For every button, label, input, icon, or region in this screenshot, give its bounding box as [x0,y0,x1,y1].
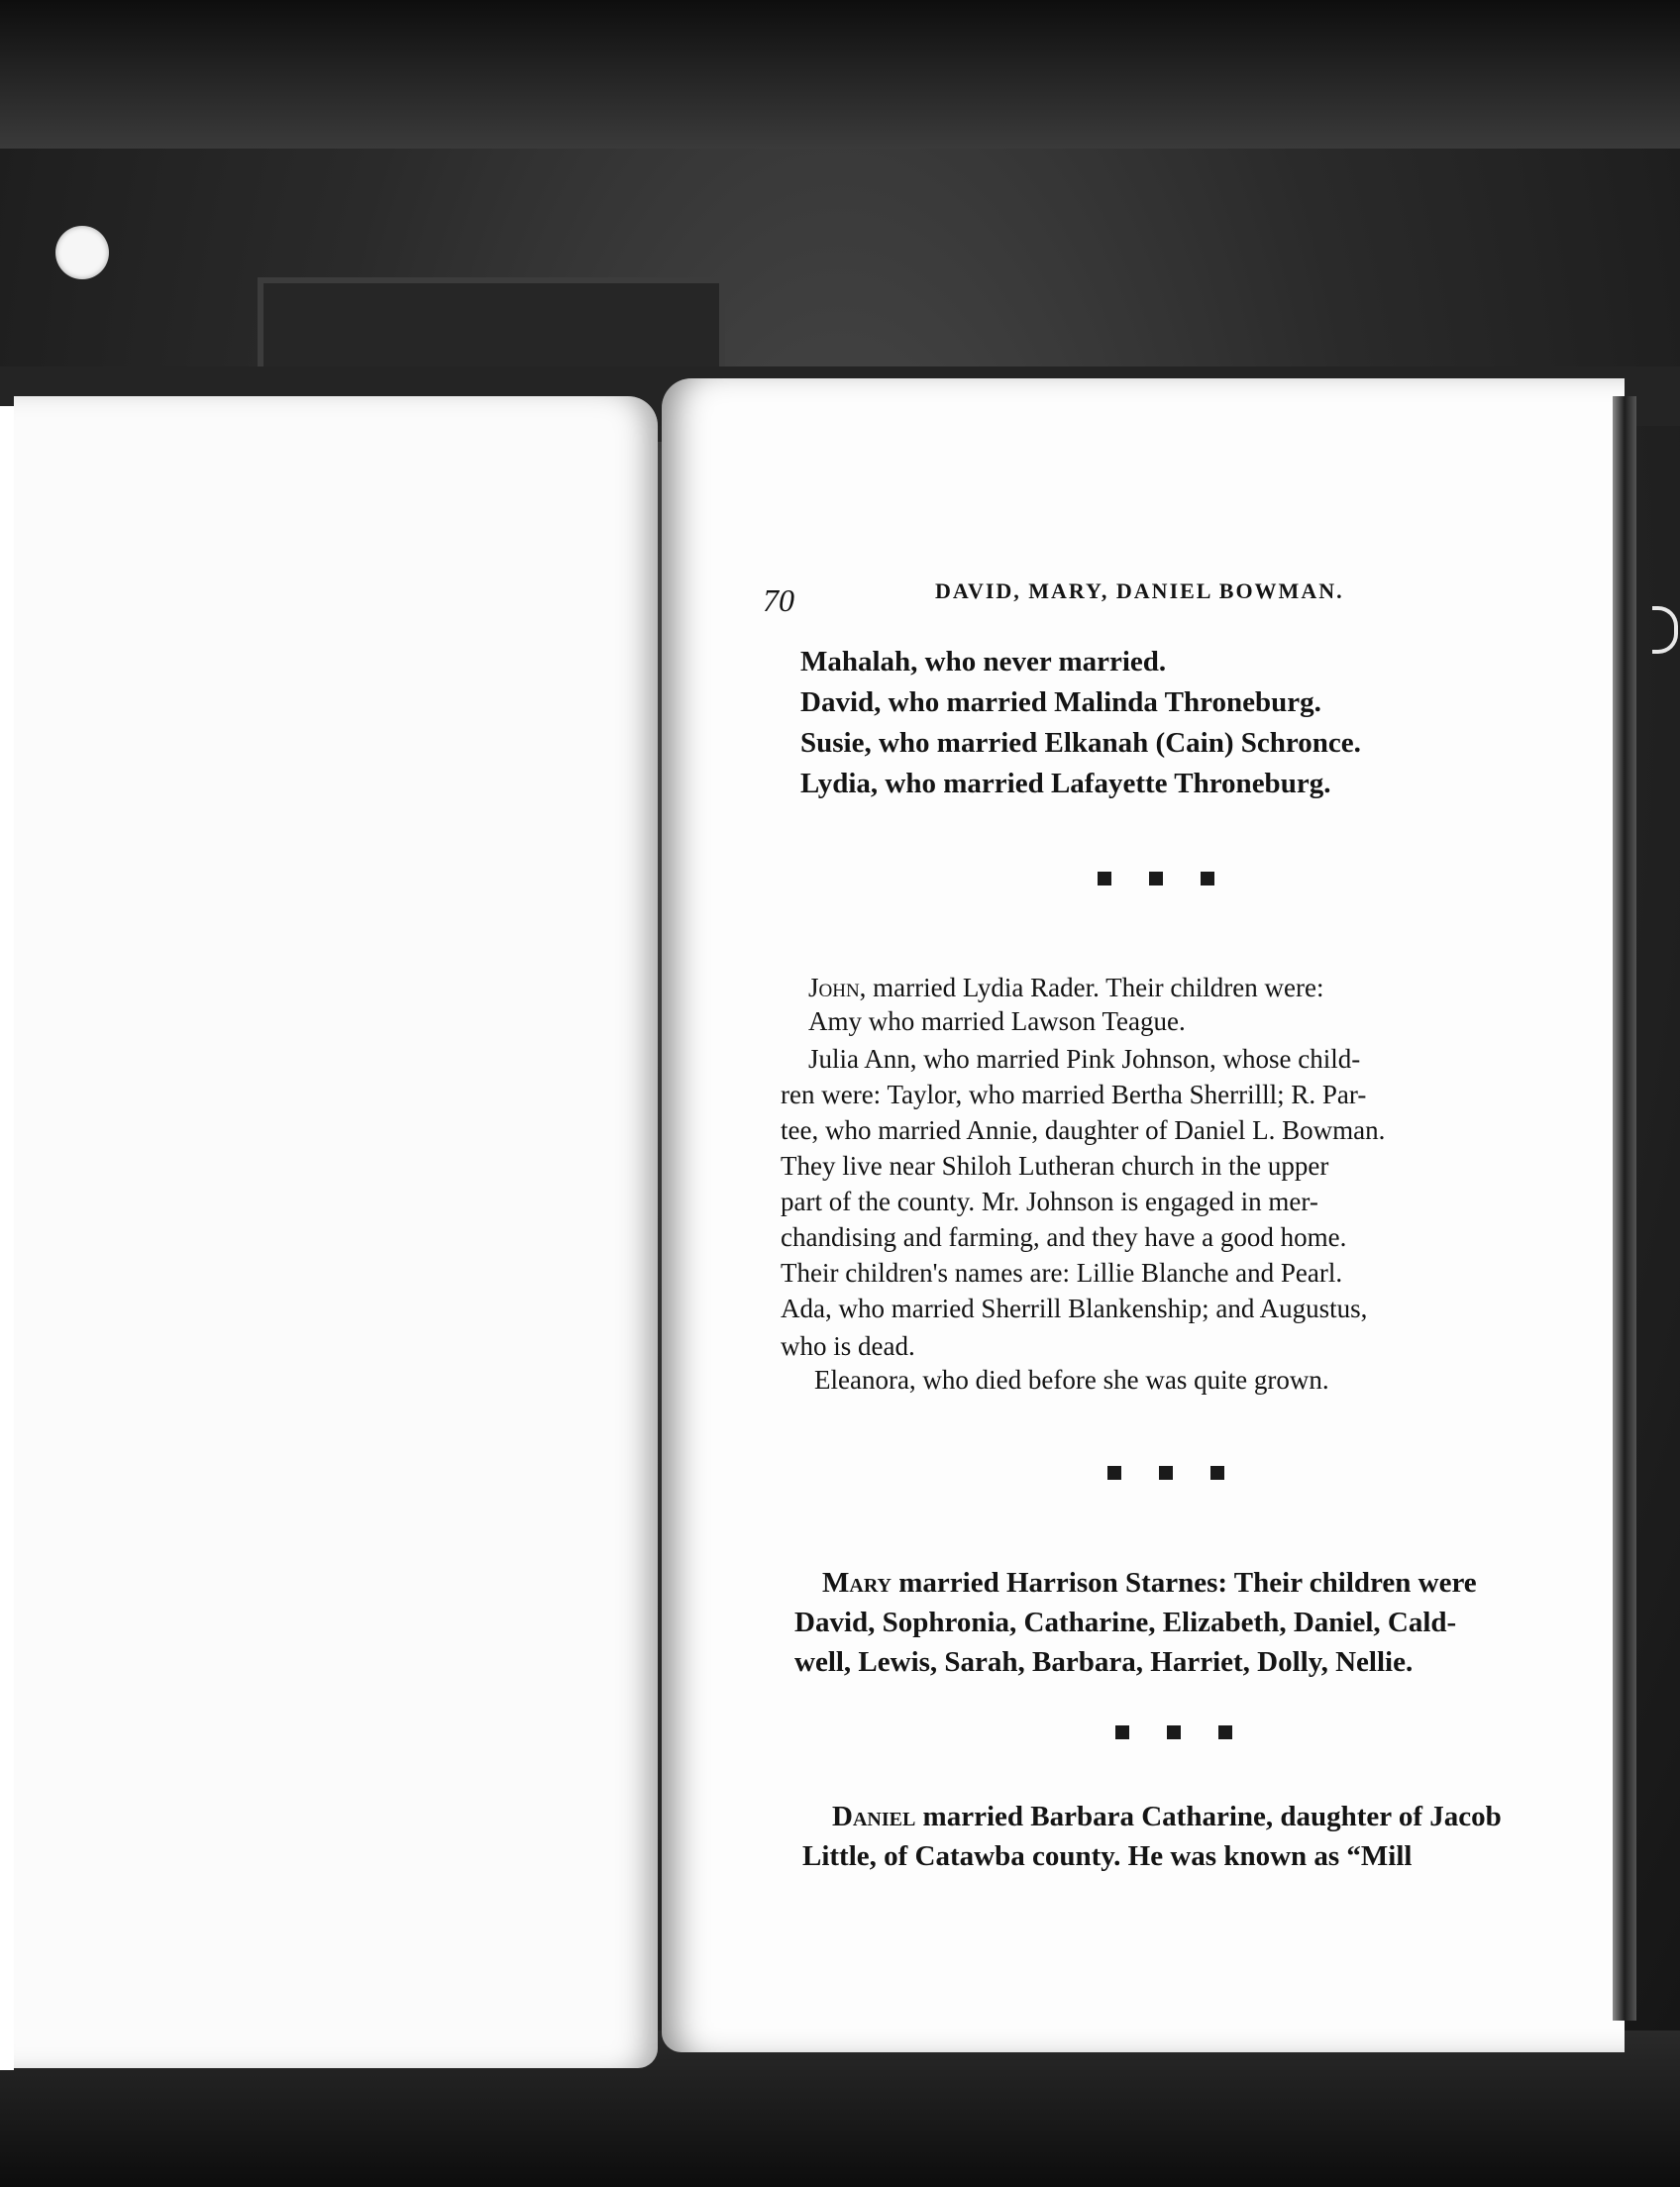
book-page-edges [1613,396,1636,2021]
paragraph-line: They live near Shiloh Lutheran church in the upper [781,1151,1329,1181]
list-line: Mahalah, who never married. [800,646,1167,677]
paragraph-line: ren were: Taylor, who married Bertha Sherrilll; R. Par- [781,1080,1367,1109]
list-line: Lydia, who married Lafayette Throneburg. [800,768,1331,799]
paragraph-line: John, married Lydia Rader. Their children were: [808,973,1324,1002]
section-ornament [1107,1466,1224,1480]
punch-hole [55,226,109,279]
list-line: David, who married Malinda Throneburg. [800,686,1321,718]
section-lead-name: Mary [822,1567,892,1599]
section-ornament [1115,1725,1232,1739]
paragraph-line: who is dead. [781,1331,915,1361]
paragraph-line: Amy who married Lawson Teague. [808,1006,1186,1036]
paragraph-line: well, Lewis, Sarah, Barbara, Harriet, Dolly, Nellie. [794,1646,1414,1678]
paragraph-line: David, Sophronia, Catharine, Elizabeth, Daniel, Cald- [794,1607,1457,1638]
section-ornament [1098,872,1214,885]
list-line: Susie, who married Elkanah (Cain) Schronce. [800,727,1361,759]
running-head: DAVID, MARY, DANIEL BOWMAN. [935,578,1344,603]
paragraph-line: tee, who married Annie, daughter of Daniel L. Bowman. [781,1115,1386,1145]
section-lead-name: John, [808,973,867,1002]
paper-margin [0,406,14,2070]
paragraph-line: Julia Ann, who married Pink Johnson, whose child- [808,1044,1361,1074]
paragraph-line: Their children's names are: Lillie Blanche and Pearl. [781,1258,1343,1288]
paragraph-line: Daniel married Barbara Catharine, daughter of Jacob [832,1801,1502,1832]
paragraph-line: Mary married Harrison Starnes: Their children were [822,1567,1477,1599]
paragraph-line: Little, of Catawba county. He was known as “Mill [802,1840,1413,1872]
paragraph-line: part of the county. Mr. Johnson is engaged in mer- [781,1187,1318,1216]
section-lead-name: Daniel [832,1801,916,1832]
paragraph-line: chandising and farming, and they have a good home. [781,1222,1347,1252]
left-page-blank [14,396,658,2068]
scan-top-shadow [0,0,1680,149]
page-number: 70 [763,582,794,618]
paragraph-line: Eleanora, who died before she was quite grown. [814,1365,1329,1395]
paragraph-line: Ada, who married Sherrill Blankenship; and Augustus, [781,1294,1368,1323]
